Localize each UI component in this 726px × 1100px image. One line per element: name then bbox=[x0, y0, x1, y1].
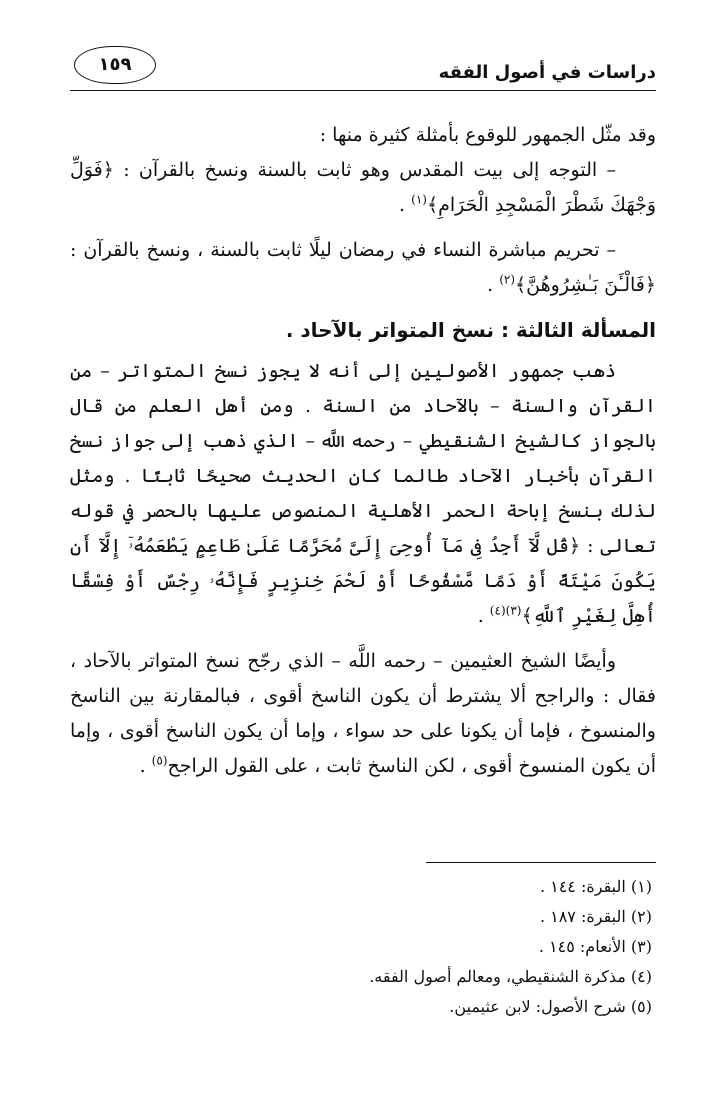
page-header bbox=[70, 46, 656, 96]
section-heading: المسألة الثالثة : نسخ المتواتر بالآحاد . bbox=[285, 318, 656, 342]
page-number-badge: ١٥٩ bbox=[74, 46, 156, 84]
footnote-item: (٤) مذكرة الشنقيطي، ومعالم أصول الفقه. bbox=[369, 967, 652, 986]
paragraph-uthaymin bbox=[70, 644, 656, 784]
sentence-end: . bbox=[139, 755, 152, 777]
footnote-item: (٣) الأنعام: ١٤٥ . bbox=[538, 937, 652, 956]
footnote-item: (٥) شرح الأصول: لابن عثيمين. bbox=[449, 997, 652, 1016]
footnote-ref-1: (١) bbox=[411, 192, 427, 207]
paragraph-example-ramadan bbox=[70, 233, 656, 303]
footnote-divider bbox=[426, 862, 656, 863]
footnote-item: (١) البقرة: ١٤٤ . bbox=[539, 877, 652, 896]
running-title: دراسات في أصول الفقه bbox=[438, 62, 656, 83]
quran-verse-anam: ﴿قُل لَّآ أَجِدُ فِى مَآ أُوحِىَ إِلَىَّ مُحَرَّمًا عَلَىٰ طَاعِمٍ يَطْعَمُهُۥٓ إِلَّآ أَن يَكُونَ مَيْتَةً أَوْ دَمًا مَّسْفُوحًا أَوْ لَحْمَ خِنزِيرٍ فَإِنَّهُۥ رِجْسٌ أَوْ فِسْقًا أُهِلَّ لِغَيْرِ ٱللَّهِ﴾ bbox=[70, 535, 656, 627]
jumhur-text: ذهب جمهور الأصوليين إلى أنه لا يجوز نسخ المتواتر – من القرآن والسنة – بالآحاد من السنة . ومن أهل العلم من قال بالجواز كالشيخ الشنقيطي – رحمه اللَّه – الذي ذهب إلى جواز نسخ القرآن بأخبار الآحاد طالما كان الحديث صحيحًا ثابتًا . ومثل لذلك بنسخ إباحة الحمر الأهلية المنصوص عليها بالحصر في قوله تعالى : bbox=[70, 360, 656, 557]
footnotes bbox=[70, 872, 652, 1022]
paragraph-intro: وقد مثّل الجمهور للوقوع بأمثلة كثيرة منها : bbox=[319, 124, 656, 146]
example-ramadan-text: – تحريم مباشرة النساء في رمضان ليلًا ثابت بالسنة ، ونسخ بالقرآن : bbox=[70, 239, 616, 261]
quran-verse-qibla: ﴿فَوَلِّ وَجْهَكَ شَطْرَ الْمَسْجِدِ الْحَرَامِ﴾ bbox=[70, 159, 656, 216]
footnote-ref-3-4: (٣)(٤) bbox=[489, 603, 522, 618]
sentence-end: . bbox=[487, 274, 500, 296]
footnote-ref-2: (٢) bbox=[499, 272, 516, 287]
paragraph-jumhur bbox=[70, 354, 656, 634]
quran-verse-ramadan: ﴿فَالْـَٔنَ بَـٰشِرُوهُنَّ﴾ bbox=[515, 274, 656, 296]
header-divider bbox=[70, 90, 656, 91]
footnote-item: (٢) البقرة: ١٨٧ . bbox=[539, 907, 652, 926]
uthaymin-text: وأيضًا الشيخ العثيمين – رحمه اللَّه – الذي رجّح نسخ المتواتر بالآحاد ، فقال : والراجح ألا يشترط أن يكون الناسخ أقوى ، فبالمقارنة بين الناسخ والمنسوخ ، فإما أن يكونا على حد سواء ، وإما أن يكون الناسخ أقوى ، وإما أن يكون المنسوخ أقوى ، لكن الناسخ ثابت ، على القول الراجح bbox=[70, 650, 656, 777]
example-qibla-text: – التوجه إلى بيت المقدس وهو ثابت بالسنة ونسخ بالقرآن : bbox=[123, 159, 616, 181]
paragraph-example-qibla bbox=[70, 153, 656, 223]
main-text bbox=[70, 118, 656, 784]
sentence-end: . bbox=[477, 605, 490, 627]
sentence-end: . bbox=[399, 194, 412, 216]
footnote-ref-5: (٥) bbox=[151, 753, 168, 768]
